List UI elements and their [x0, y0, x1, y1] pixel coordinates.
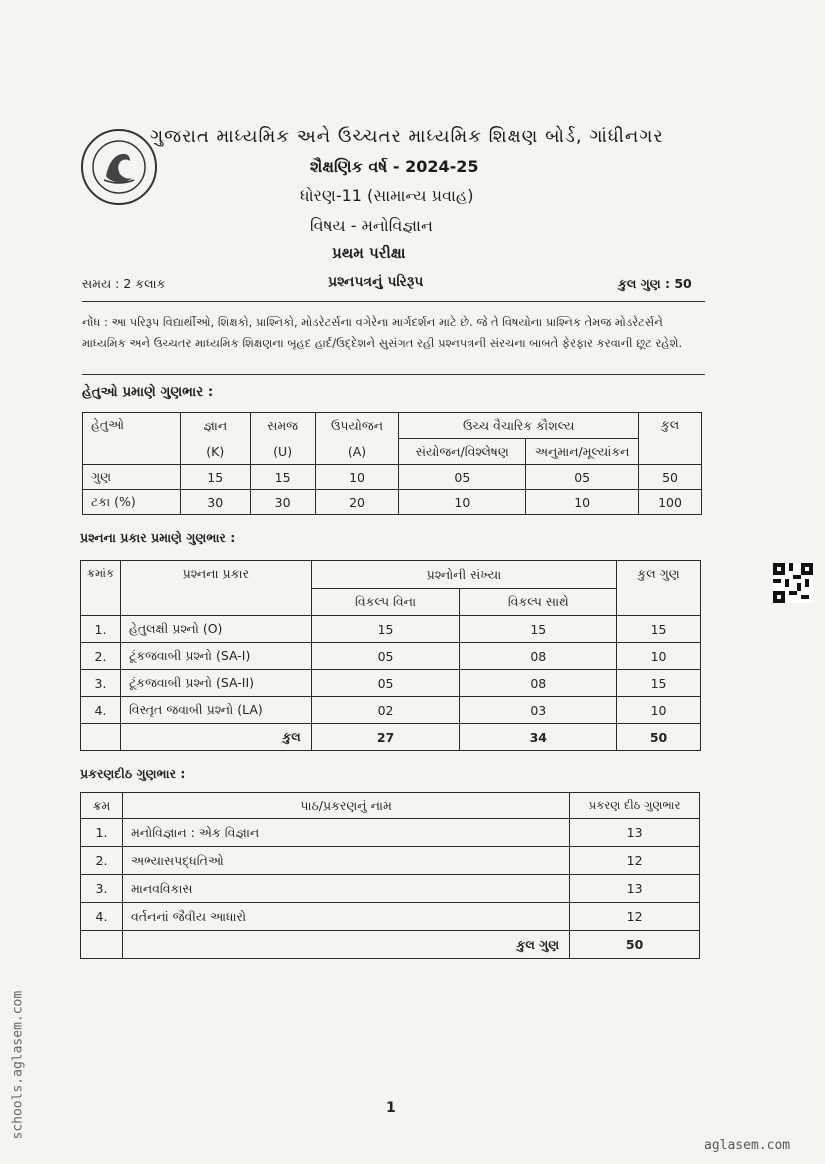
cell: 15 [180, 465, 250, 490]
total-label: કુલ ગુણ [122, 931, 569, 959]
cell: 08 [460, 670, 617, 697]
total-label: કુલ [120, 724, 311, 751]
cell: 15 [460, 616, 617, 643]
header-knowledge-code: (K) [180, 439, 250, 465]
table-row [81, 697, 701, 724]
cell: 13 [570, 819, 700, 847]
document-title: પ્રશ્નપત્રનું પરિરૂપ [328, 274, 424, 290]
cell: 2. [81, 847, 123, 875]
table-row [83, 490, 702, 515]
cell: 10 [617, 697, 701, 724]
exam-name: પ્રથમ પરીક્ષા [332, 244, 406, 262]
standard: ધોરણ-11 (સામાન્ય પ્રવાહ) [300, 186, 474, 205]
table-row [81, 819, 700, 847]
time-duration: સમય : 2 કલાક [82, 276, 166, 291]
cell: 03 [460, 697, 617, 724]
bottom-watermark: aglasem.com [704, 1138, 791, 1153]
cell: વર્તનનાં જૈવીય આધારો [122, 903, 569, 931]
academic-year: શૈક્ષણિક વર્ષ - 2024-25 [310, 157, 479, 176]
cell: 3. [81, 670, 121, 697]
qtypes-heading: પ્રશ્નના પ્રકાર પ્રમાણે ગુણભાર : [80, 530, 236, 545]
cell: 3. [81, 875, 123, 903]
cell: 10 [399, 490, 526, 515]
chapters-table [80, 792, 700, 959]
header-total-marks: કુલ ગુણ [617, 561, 701, 616]
header-with-choice: વિકલ્પ સાથે [460, 589, 617, 616]
cell: 50 [639, 465, 702, 490]
cell: ટૂંકજવાબી પ્રશ્નો (SA-I) [120, 643, 311, 670]
chapters-heading: પ્રકરણદીઠ ગુણભાર : [80, 766, 186, 781]
cell: 10 [315, 465, 399, 490]
cell: હેતુલક્ષી પ્રશ્નો (O) [120, 616, 311, 643]
question-types-table [80, 560, 701, 751]
page-number: 1 [386, 1100, 396, 1116]
total-marks-cell: 50 [617, 724, 701, 751]
row-label: ગુણ [83, 465, 181, 490]
objectives-heading: હેતુઓ પ્રમાણે ગુણભાર : [82, 384, 214, 400]
divider [82, 301, 705, 302]
table-row [81, 616, 701, 643]
table-row [81, 643, 701, 670]
header-hots: ઉચ્ચ વૈચારિક કૌશલ્ય [399, 413, 639, 439]
header-understanding-code: (U) [250, 439, 315, 465]
board-logo [80, 128, 158, 206]
table-row [81, 875, 700, 903]
table-row [83, 465, 702, 490]
header-objectives: હેતુઓ [83, 413, 181, 465]
cell: 1. [81, 616, 121, 643]
cell: 30 [180, 490, 250, 515]
total-row [81, 724, 701, 751]
row-label: ટકા (%) [83, 490, 181, 515]
cell: અભ્યાસપદ્ધતિઓ [122, 847, 569, 875]
cell: મનોવિજ્ઞાન : એક વિજ્ઞાન [122, 819, 569, 847]
cell: 15 [617, 616, 701, 643]
cell: 10 [526, 490, 639, 515]
cell: 08 [460, 643, 617, 670]
header-chapter-name: પાઠ/પ્રકરણનું નામ [122, 793, 569, 819]
total-without: 27 [311, 724, 460, 751]
header-without-choice: વિકલ્પ વિના [311, 589, 460, 616]
cell: 15 [311, 616, 460, 643]
cell: માનવવિકાસ [122, 875, 569, 903]
cell: 12 [570, 847, 700, 875]
objectives-table [82, 412, 702, 515]
header-understanding: સમજ [250, 413, 315, 439]
header-total: કુલ [639, 413, 702, 465]
cell: 13 [570, 875, 700, 903]
empty-cell [81, 931, 123, 959]
table-row [81, 670, 701, 697]
header-knowledge: જ્ઞાન [180, 413, 250, 439]
total-row [81, 931, 700, 959]
cell: ટૂંકજવાબી પ્રશ્નો (SA-II) [120, 670, 311, 697]
empty-cell [81, 724, 121, 751]
cell: 05 [526, 465, 639, 490]
cell: 05 [311, 643, 460, 670]
cell: 20 [315, 490, 399, 515]
cell: 1. [81, 819, 123, 847]
cell: 12 [570, 903, 700, 931]
cell: 4. [81, 697, 121, 724]
cell: 05 [399, 465, 526, 490]
table-row [81, 903, 700, 931]
total-marks: કુલ ગુણ : 50 [618, 276, 692, 291]
subject: વિષય - મનોવિજ્ઞાન [310, 216, 433, 235]
cell: 100 [639, 490, 702, 515]
header-chapter-marks: પ્રકરણ દીઠ ગુણભાર [570, 793, 700, 819]
cell: 15 [617, 670, 701, 697]
side-watermark: schools.aglasem.com [10, 990, 26, 1140]
qr-code [773, 563, 813, 603]
header-question-type: પ્રશ્નના પ્રકાર [120, 561, 311, 616]
total-with: 34 [460, 724, 617, 751]
header-analysis: સંયોજન/વિશ્લેષણ [399, 439, 526, 465]
cell: 2. [81, 643, 121, 670]
cell: વિસ્તૃત જવાબી પ્રશ્નો (LA) [120, 697, 311, 724]
divider [82, 374, 705, 375]
cell: 02 [311, 697, 460, 724]
header-evaluation: અનુમાન/મૂલ્યાંકન [526, 439, 639, 465]
header-number: ક્રમાંક [81, 561, 121, 616]
cell: 4. [81, 903, 123, 931]
cell: 10 [617, 643, 701, 670]
cell: 30 [250, 490, 315, 515]
cell: 15 [250, 465, 315, 490]
table-row [81, 847, 700, 875]
total-marks-cell: 50 [570, 931, 700, 959]
header-application: ઉપયોજન [315, 413, 399, 439]
header-question-count: પ્રશ્નોની સંખ્યા [311, 561, 616, 589]
cell: 05 [311, 670, 460, 697]
header-number: ક્રમ [81, 793, 123, 819]
note-text: નોંધ : આ પરિરૂપ વિદ્યાર્થીઓ, શિક્ષકો, પ્રાશ્નિકો, મોડરેટર્સના વગેરેના માર્ગદર્શન માટે છે. જે તે વિષયોના પ્રાશ્નિક તેમજ મોડરેટર્સને માધ્યમિક અને ઉચ્ચતર માધ્યમિક શિક્ષણના બૃહદ હાર્દ/ઉદ્દેશને સુસંગત રહી પ્રશ્નપત્રની સંરચના બાબતે ફેરફાર કરવાની છૂટ રહેશે. [82, 315, 683, 350]
header-application-code: (A) [315, 439, 399, 465]
board-name: ગુજરાત માધ્યમિક અને ઉચ્ચતર માધ્યમિક શિક્ષણ બોર્ડ, ગાંધીનગર [150, 126, 664, 147]
